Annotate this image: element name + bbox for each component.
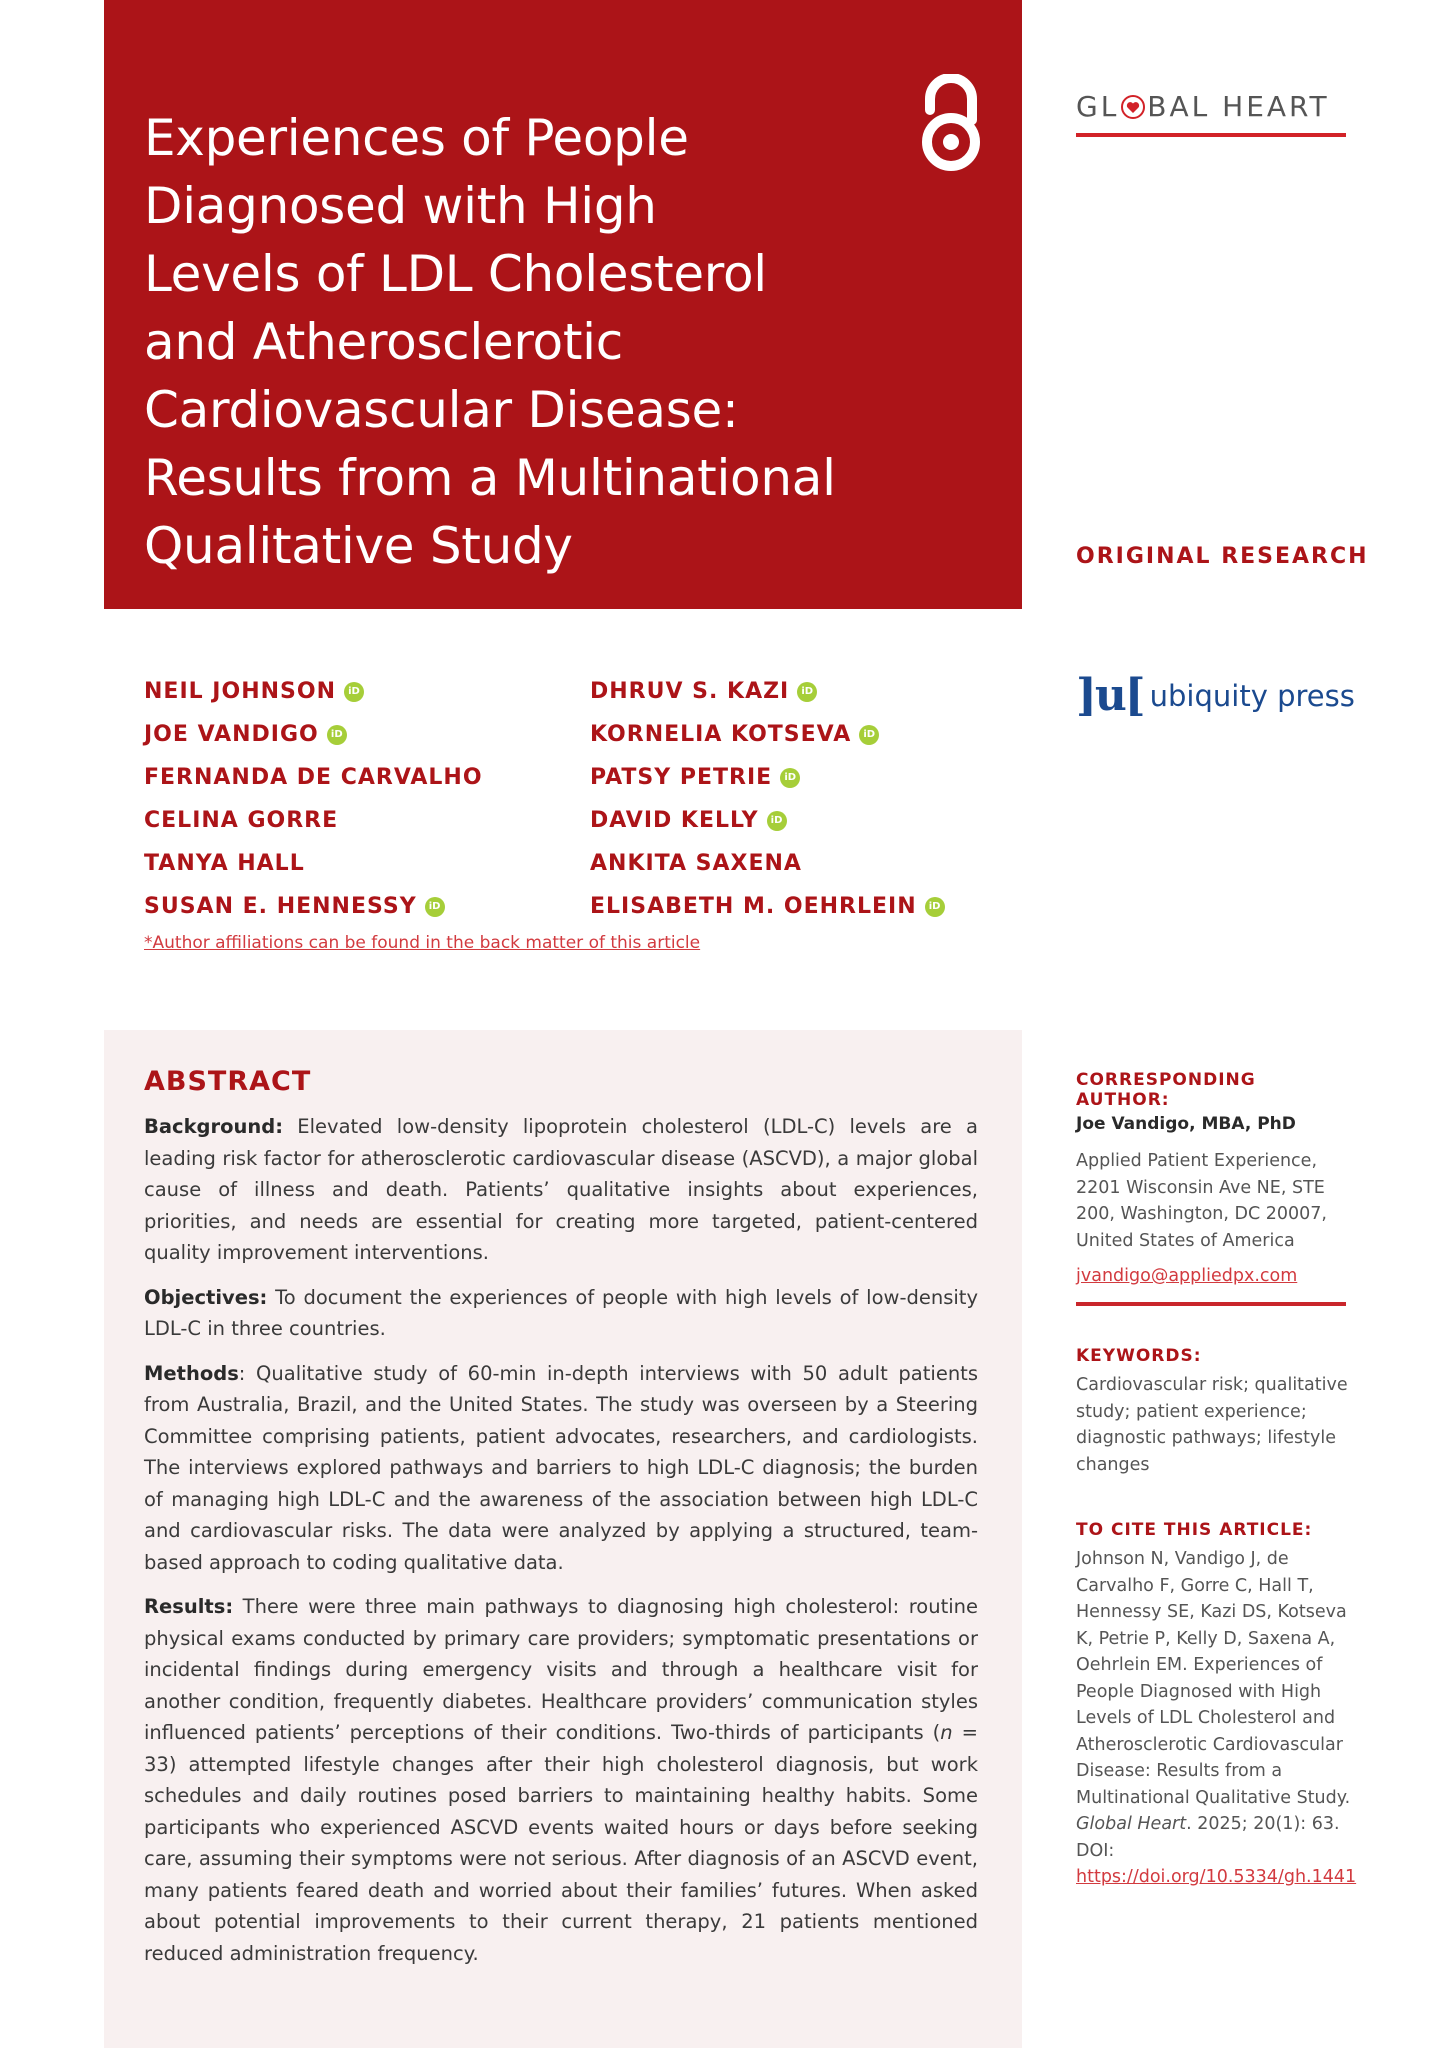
title-line: Diagnosed with High bbox=[144, 177, 657, 235]
title-line: and Atherosclerotic bbox=[144, 313, 623, 371]
abstract-label: Background: bbox=[144, 1115, 284, 1138]
logo-underline bbox=[1076, 133, 1346, 137]
keywords-heading: KEYWORDS: bbox=[1076, 1346, 1202, 1366]
abstract-heading: ABSTRACT bbox=[144, 1066, 312, 1097]
title-line: Results from a Multinational bbox=[144, 449, 836, 507]
abstract-methods: Methods: Qualitative study of 60-min in-depth interviews with 50 adult patients from Australia, Brazil, and the United States. The study was overseen by a Steering Committee comprising patients, patient advocates, researchers, and cardiologists. The interviews explored pathways and barriers to high LDL-C diagnosis; the burden of managing high LDL-C and the awareness of the association between high LDL-C and cardiovascular risks. The data were analyzed by applying a structured, team-based approach to coding qualitative data. bbox=[144, 1361, 978, 1574]
abstract-label: Objectives: bbox=[144, 1285, 268, 1309]
corresponding-author-section bbox=[1076, 1070, 1352, 1286]
author-name[interactable]: NEIL JOHNSON iD bbox=[144, 670, 483, 713]
affiliation-note-link[interactable]: *Author affiliations can be found in the back matter of this article bbox=[144, 933, 701, 953]
author-name[interactable]: TANYA HALL bbox=[144, 851, 305, 876]
author-name[interactable]: FERNANDA DE CARVALHO bbox=[144, 765, 483, 790]
cite-journal: Global Heart bbox=[1076, 1814, 1187, 1834]
publisher-bracket-mark: ]u[ bbox=[1076, 670, 1144, 721]
author-name[interactable]: ANKITA SAXENA bbox=[590, 851, 802, 876]
corresponding-author-heading: CORRESPONDING AUTHOR: bbox=[1076, 1070, 1256, 1110]
abstract-objectives: Objectives: To document the experiences of people with high levels of low-density LDL-C in three countries. bbox=[144, 1285, 978, 1340]
author-name[interactable]: DHRUV S. KAZI iD bbox=[590, 670, 945, 713]
author-name[interactable]: ELISABETH M. OEHRLEIN iD bbox=[590, 885, 945, 928]
author-name[interactable]: CELINA GORRE bbox=[144, 808, 339, 833]
cite-section bbox=[1076, 1520, 1357, 1891]
keywords-section bbox=[1076, 1346, 1352, 1478]
title-line: Cardiovascular Disease: bbox=[144, 381, 739, 439]
author-list-right bbox=[590, 670, 945, 928]
journal-logo bbox=[1076, 90, 1346, 137]
section-divider bbox=[1076, 1302, 1346, 1306]
abstract-background: Background: Elevated low-density lipoprotein cholesterol (LDL-C) levels are a leading risk factor for atherosclerotic cardiovascular disease (ASCVD), a major global cause of illness and death. Patients’ qualitative insights about experiences, priorities, and needs are essential for creating more targeted, patient-centered quality improvement interventions. bbox=[144, 1115, 978, 1264]
orcid-icon[interactable]: iD bbox=[797, 682, 817, 702]
corresponding-author-name: Joe Vandigo, MBA, PhD bbox=[1076, 1114, 1296, 1134]
keywords-text: Cardiovascular risk; qualitative study; patient experience; diagnostic pathways; lifestyle changes bbox=[1076, 1375, 1348, 1475]
abstract-label: Results: bbox=[144, 1595, 234, 1618]
corresponding-author-email[interactable]: jvandigo@appliedpx.com bbox=[1076, 1266, 1298, 1286]
orcid-icon[interactable]: iD bbox=[327, 725, 347, 745]
title-line: Qualitative Study bbox=[144, 517, 573, 575]
orcid-icon[interactable]: iD bbox=[780, 768, 800, 788]
title-line: Experiences of People bbox=[144, 109, 689, 167]
open-access-icon bbox=[916, 74, 986, 174]
author-name[interactable]: JOE VANDIGO iD bbox=[144, 713, 483, 756]
orcid-icon[interactable]: iD bbox=[767, 811, 787, 831]
doi-link[interactable]: https://doi.org/10.5334/gh.1441 bbox=[1076, 1867, 1357, 1887]
author-name[interactable]: DAVID KELLY iD bbox=[590, 799, 945, 842]
article-title bbox=[144, 104, 904, 580]
orcid-icon[interactable]: iD bbox=[925, 897, 945, 917]
cite-text: Johnson N, Vandigo J, de Carvalho F, Gorre C, Hall T, Hennessy SE, Kazi DS, Kotseva K, Petrie P, Kelly D, Saxena A, Oehrlein EM. Experiences of People Diagnosed with High Levels of LDL Cholesterol and Atherosclerotic Cardiovascular Disease: Results from a Multinational Qualitative Study. Global Heart. 2025; 20(1): 63. DOI: https://doi.org/10.5334/gh.1441 bbox=[1076, 1549, 1357, 1887]
corresponding-author-address: Applied Patient Experience, 2201 Wisconsin Ave NE, STE 200, Washington, DC 20007, United States of America bbox=[1076, 1151, 1327, 1251]
abstract-section bbox=[104, 1030, 1022, 2048]
orcid-icon[interactable]: iD bbox=[344, 682, 364, 702]
orcid-icon[interactable]: iD bbox=[425, 897, 445, 917]
abstract-results: Results: There were three main pathways to diagnosing high cholesterol: routine physical exams conducted by primary care providers; symptomatic presentations or incidental findings during emergency visits and through a healthcare visit for another condition, frequently diabetes. Healthcare providers’ communication styles influenced patients’ perceptions of their conditions. Two-thirds of participants (n = 33) attempted lifestyle changes after their high cholesterol diagnosis, but work schedules and daily routines posed barriers to maintaining healthy habits. Some participants who experienced ASCVD events waited hours or days before seeking care, assuming their symptoms were not serious. After diagnosis of an ASCVD event, many patients feared death and worried about their families’ futures. When asked about potential improvements to their current therapy, 21 patients mentioned reduced administration frequency. bbox=[144, 1595, 978, 1965]
author-name[interactable]: PATSY PETRIE iD bbox=[590, 756, 945, 799]
author-list-left bbox=[144, 670, 483, 928]
publisher-logo bbox=[1076, 670, 1355, 721]
author-name[interactable]: KORNELIA KOTSEVA iD bbox=[590, 713, 945, 756]
publisher-name: ubiquity press bbox=[1149, 678, 1355, 713]
orcid-icon[interactable]: iD bbox=[859, 725, 879, 745]
journal-name-part2: BAL HEART bbox=[1147, 90, 1330, 123]
author-name[interactable]: SUSAN E. HENNESSY iD bbox=[144, 885, 483, 928]
article-type-label: ORIGINAL RESEARCH bbox=[1076, 544, 1369, 569]
title-banner bbox=[104, 0, 1022, 609]
title-line: Levels of LDL Cholesterol bbox=[144, 245, 767, 303]
cite-heading: TO CITE THIS ARTICLE: bbox=[1076, 1520, 1313, 1540]
journal-name-part1: GL bbox=[1076, 90, 1120, 123]
abstract-label: Methods bbox=[144, 1361, 239, 1385]
globe-heart-icon bbox=[1120, 94, 1146, 120]
